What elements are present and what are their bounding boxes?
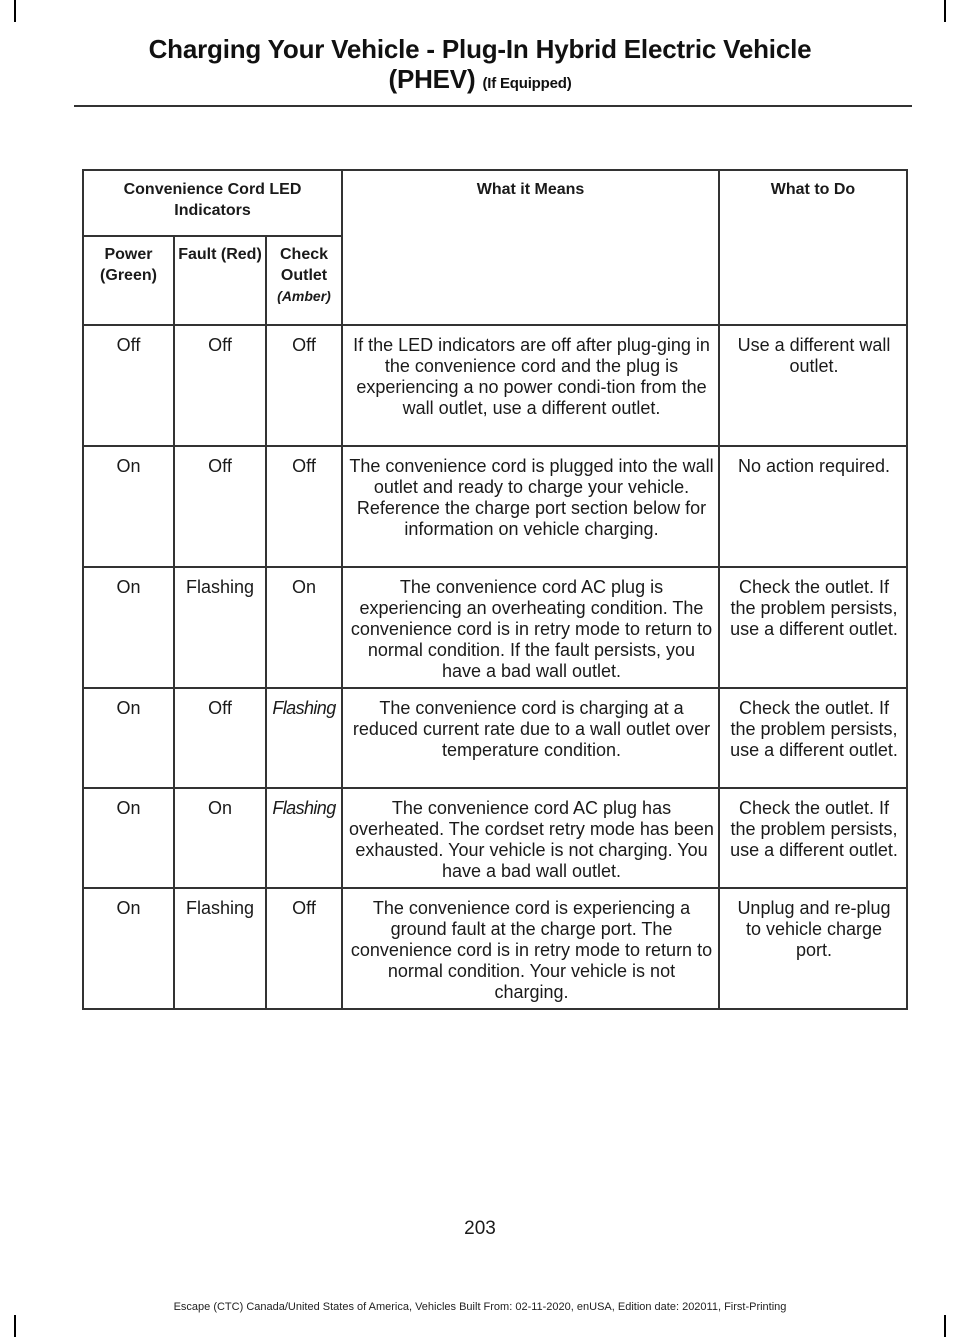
crop-mark-bottom-left bbox=[14, 1315, 16, 1337]
table-row bbox=[83, 325, 907, 446]
header-title-line2 bbox=[60, 64, 900, 99]
cell-check-outlet: Off bbox=[266, 325, 342, 446]
cell-what-it-means: The convenience cord AC plug is experiencing an overheating condition. The convenience cord is in retry mode to return to normal condition. If the fault persists, you have a bad wall outlet. bbox=[342, 567, 719, 688]
table-row bbox=[83, 788, 907, 888]
cell-check-outlet: On bbox=[266, 567, 342, 688]
cell-power: On bbox=[83, 567, 174, 688]
cell-power: On bbox=[83, 688, 174, 788]
header-title-suffix: (If Equipped) bbox=[482, 75, 572, 92]
cell-what-to-do: Use a different wall outlet. bbox=[719, 325, 907, 446]
table-row bbox=[83, 888, 907, 1009]
cell-what-it-means: If the LED indicators are off after plug-ging in the convenience cord and the plug is experiencing a no power condi-tion from the wall outlet, use a different outlet. bbox=[342, 325, 719, 446]
cell-fault: Off bbox=[174, 446, 266, 567]
header-title-phev: (PHEV) bbox=[388, 64, 476, 94]
cell-check-outlet: Flashing bbox=[266, 688, 342, 788]
crop-mark-bottom-right bbox=[944, 1315, 946, 1337]
header-power: Power (Green) bbox=[83, 236, 174, 325]
cell-power: On bbox=[83, 788, 174, 888]
table-row bbox=[83, 567, 907, 688]
led-indicator-table bbox=[82, 169, 908, 1010]
cell-what-to-do: No action required. bbox=[719, 446, 907, 567]
header-what-to-do: What to Do bbox=[719, 170, 907, 325]
page-header bbox=[60, 34, 900, 99]
cell-what-to-do: Check the outlet. If the problem persists, use a different outlet. bbox=[719, 788, 907, 888]
cell-fault: On bbox=[174, 788, 266, 888]
page-footer: Escape (CTC) Canada/United States of America, Vehicles Built From: 02-11-2020, enUSA, Edition date: 202011, First-Printing bbox=[173, 1301, 787, 1313]
cell-what-to-do: Check the outlet. If the problem persists, use a different outlet. bbox=[719, 688, 907, 788]
header-check-outlet-color: (Amber) bbox=[277, 288, 331, 304]
page-number: 203 bbox=[464, 1218, 496, 1239]
cell-fault: Off bbox=[174, 688, 266, 788]
cell-check-outlet: Off bbox=[266, 888, 342, 1009]
cell-what-to-do: Check the outlet. If the problem persists, use a different outlet. bbox=[719, 567, 907, 688]
cell-what-it-means: The convenience cord is experiencing a ground fault at the charge port. The convenience cord is in retry mode to return to normal condition. Your vehicle is not charging. bbox=[342, 888, 719, 1009]
cell-power: On bbox=[83, 888, 174, 1009]
cell-what-to-do: Unplug and re-plug to vehicle charge port. bbox=[719, 888, 907, 1009]
header-what-it-means: What it Means bbox=[342, 170, 719, 325]
cell-check-outlet: Off bbox=[266, 446, 342, 567]
crop-mark-top-right bbox=[944, 0, 946, 22]
header-check-outlet bbox=[266, 236, 342, 325]
header-title-line1: Charging Your Vehicle - Plug-In Hybrid Electric Vehicle bbox=[148, 34, 812, 64]
cell-what-it-means: The convenience cord is plugged into the wall outlet and ready to charge your vehicle. Reference the charge port section below for information on vehicle charging. bbox=[342, 446, 719, 567]
cell-fault: Flashing bbox=[174, 888, 266, 1009]
cell-fault: Flashing bbox=[174, 567, 266, 688]
crop-mark-top-left bbox=[14, 0, 16, 22]
cell-power: Off bbox=[83, 325, 174, 446]
header-fault: Fault (Red) bbox=[174, 236, 266, 325]
table-row bbox=[83, 446, 907, 567]
header-check-outlet-label: Check Outlet bbox=[279, 246, 329, 284]
header-led-indicators: Convenience Cord LED Indicators bbox=[83, 170, 342, 236]
table-row bbox=[83, 688, 907, 788]
cell-what-it-means: The convenience cord AC plug has overheated. The cordset retry mode has been exhausted. Your vehicle is not charging. You have a bad wall outlet. bbox=[342, 788, 719, 888]
cell-fault: Off bbox=[174, 325, 266, 446]
cell-what-it-means: The convenience cord is charging at a reduced current rate due to a wall outlet over temperature condition. bbox=[342, 688, 719, 788]
cell-check-outlet: Flashing bbox=[266, 788, 342, 888]
header-divider bbox=[74, 105, 912, 107]
cell-power: On bbox=[83, 446, 174, 567]
